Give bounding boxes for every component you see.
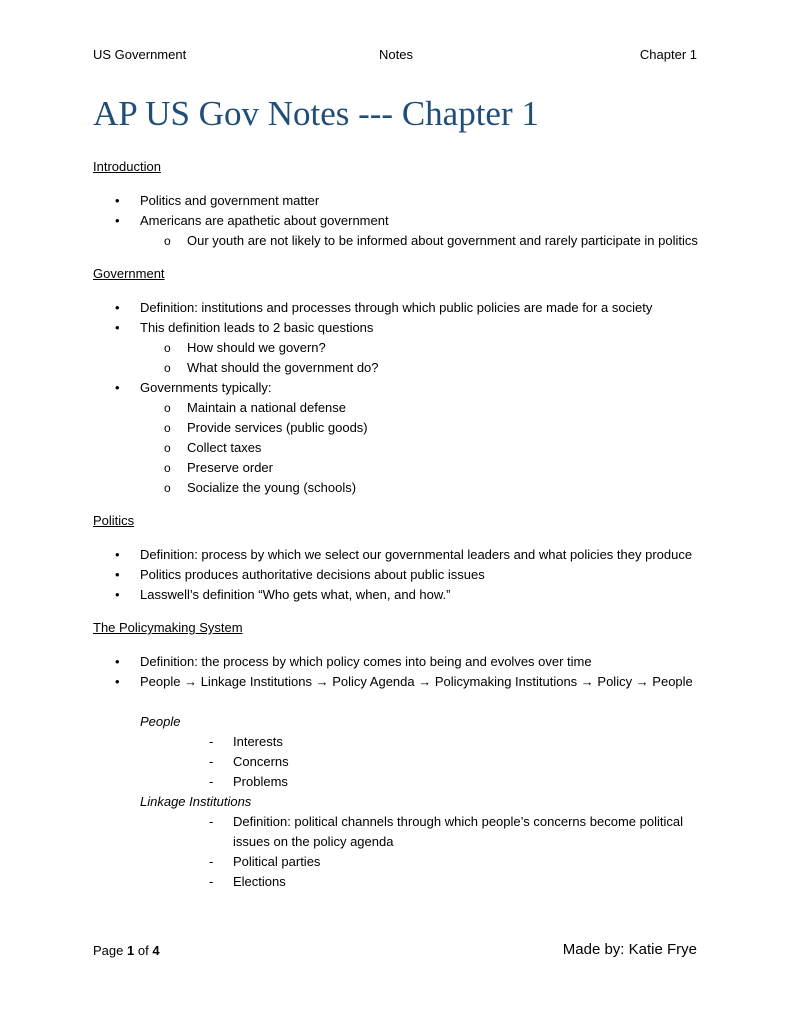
sub-list-item: o Collect taxes [187, 438, 703, 458]
politics-list [93, 545, 703, 605]
circle-bullet-icon: o [164, 421, 171, 435]
bullet-icon: • [115, 380, 120, 395]
list-item: • Politics and government matter [140, 191, 703, 211]
government-list [93, 298, 703, 498]
sub-list-item: o Preserve order [187, 458, 703, 478]
list-item: • Americans are apathetic about government o Our youth are not likely to be informed about government and rarely participate in politics [140, 211, 703, 251]
dash-bullet-icon: - [209, 774, 214, 789]
heading-government: Government [93, 266, 165, 281]
sub-list-item: o What should the government do? [187, 358, 703, 378]
dash-list-item: - Political parties [233, 852, 703, 872]
document-body [93, 157, 703, 892]
sub-list [140, 231, 703, 251]
header-chapter: Chapter 1 [639, 47, 697, 62]
bullet-icon: • [115, 567, 120, 582]
dash-list-item: - Problems [233, 772, 703, 792]
policymaking-list [93, 652, 703, 692]
dash-list-item: - Interests [233, 732, 703, 752]
dash-list-item: - Concerns [233, 752, 703, 772]
bullet-icon: • [115, 320, 120, 335]
circle-bullet-icon: o [164, 234, 171, 248]
label-people: People [140, 714, 181, 729]
page-title: AP US Gov Notes --- Chapter 1 [93, 94, 539, 133]
bullet-icon: • [115, 674, 120, 689]
sub-list-item: o Socialize the young (schools) [187, 478, 703, 498]
circle-bullet-icon: o [164, 401, 171, 415]
bullet-icon: • [115, 587, 120, 602]
dash-bullet-icon: - [209, 854, 214, 869]
circle-bullet-icon: o [164, 341, 171, 355]
sub-list-item: o Provide services (public goods) [187, 418, 703, 438]
list-item: • Politics produces authoritative decisions about public issues [140, 565, 703, 585]
sub-list-item: o How should we govern? [187, 338, 703, 358]
bullet-icon: • [115, 193, 120, 208]
circle-bullet-icon: o [164, 481, 171, 495]
label-linkage-institutions: Linkage Institutions [140, 794, 252, 809]
dash-list-item: - Definition: political channels through which people’s concerns become political issues on the policy agenda [209, 814, 683, 849]
bullet-icon: • [115, 654, 120, 669]
circle-bullet-icon: o [164, 361, 171, 375]
heading-introduction: Introduction [93, 159, 161, 174]
bullet-icon: • [115, 547, 120, 562]
circle-bullet-icon: o [164, 461, 171, 475]
bullet-icon: • [115, 213, 120, 228]
dash-bullet-icon: - [209, 874, 214, 889]
dash-bullet-icon: - [209, 754, 214, 769]
dash-bullet-icon: - [209, 814, 214, 829]
list-item: • Lasswell’s definition “Who gets what, when, and how.” [140, 585, 703, 605]
introduction-list [93, 191, 703, 251]
bullet-icon: • [115, 300, 120, 315]
circle-bullet-icon: o [164, 441, 171, 455]
author-credit: Made by: Katie Frye [562, 941, 697, 958]
people-list [93, 732, 703, 792]
policy-flow: People → Linkage Institutions → Policy Agenda → Policymaking Institutions → Policy → People [140, 674, 693, 689]
list-item: • This definition leads to 2 basic questions o How should we govern? o What should the government do? [140, 318, 703, 378]
sub-list [140, 398, 703, 498]
heading-politics: Politics [93, 513, 135, 528]
sub-list-item: o Our youth are not likely to be informed about government and rarely participate in politics [187, 231, 703, 251]
list-item [115, 672, 703, 692]
sub-list-item: o Maintain a national defense [187, 398, 703, 418]
dash-list-item: - Elections [233, 872, 703, 892]
list-item: • Governments typically: o Maintain a national defense o Provide services (public goods) o Collect taxes o Preserve order o Socialize the young (schools) [140, 378, 703, 498]
header-notes: Notes [379, 47, 413, 62]
header-course: US Government [93, 47, 187, 62]
dash-bullet-icon: - [209, 734, 214, 749]
list-item: • Definition: institutions and processes through which public policies are made for a society [140, 298, 703, 318]
heading-policymaking-system: The Policymaking System [93, 620, 243, 635]
list-item: • Definition: process by which we select our governmental leaders and what policies they produce [140, 545, 703, 565]
linkage-list [93, 812, 703, 892]
sub-list [140, 338, 703, 378]
list-item: • Definition: the process by which policy comes into being and evolves over time [140, 652, 703, 672]
page-number: Page 1 of 4 [93, 943, 160, 958]
